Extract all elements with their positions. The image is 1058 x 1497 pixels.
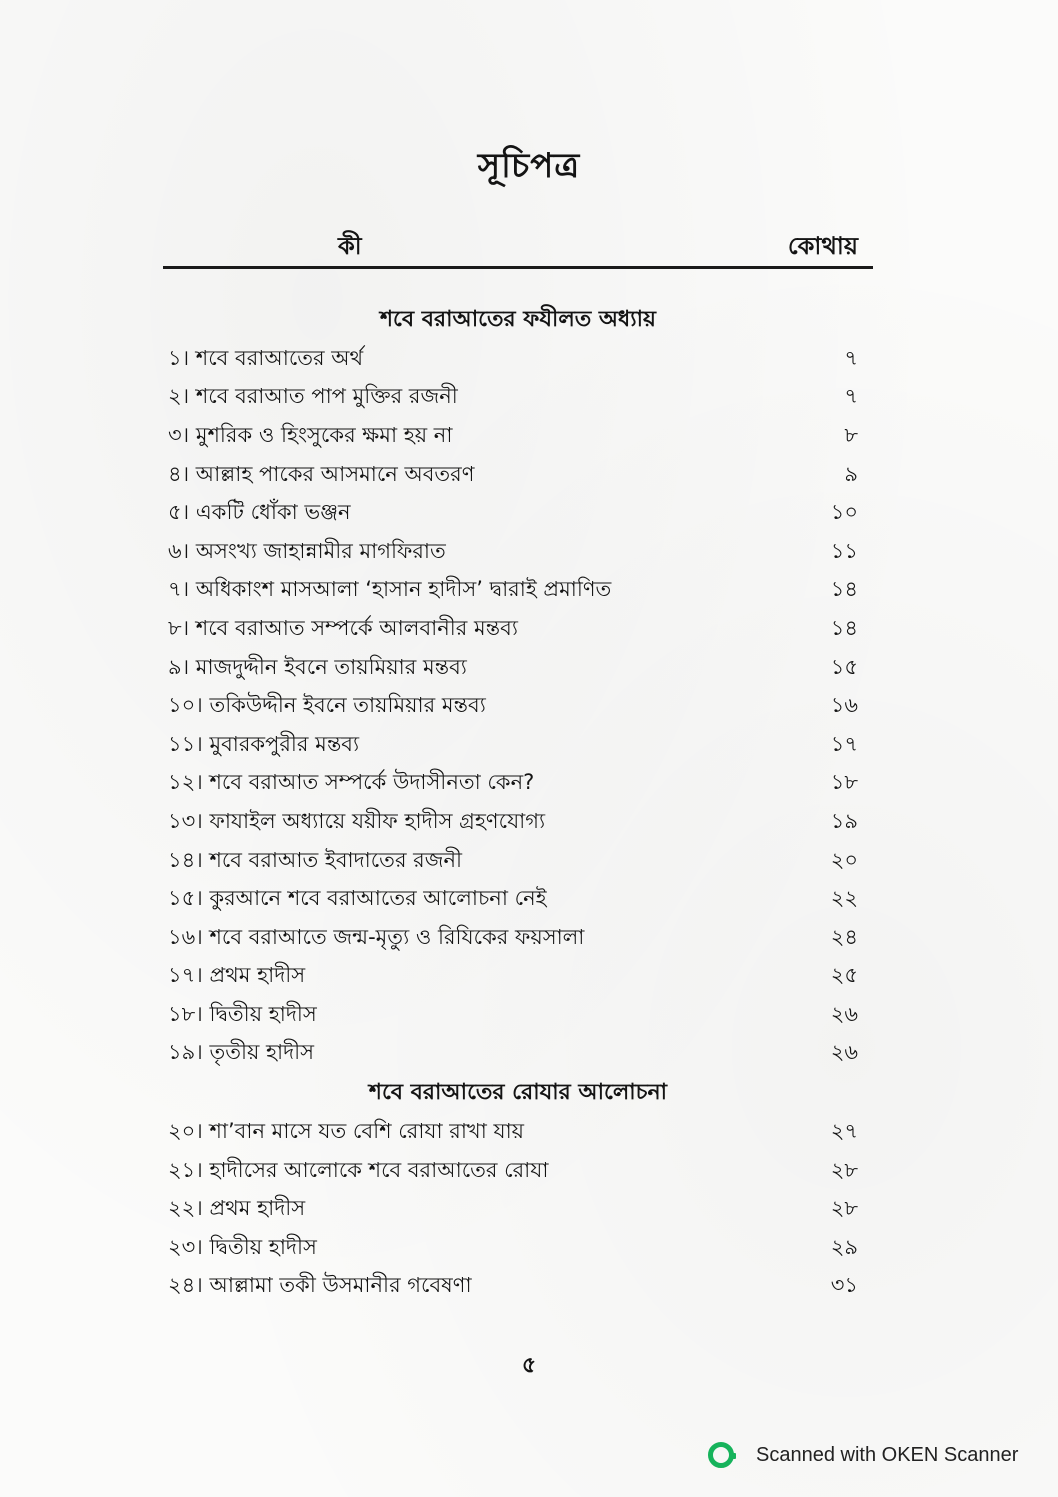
entry-title: ১২। শবে বরাআত সম্পর্কে উদাসীনতা কেন? <box>168 770 535 795</box>
toc-entry <box>168 572 868 611</box>
entry-title: ১০। তকিউদ্দীন ইবনে তায়মিয়ার মন্তব্য <box>168 693 486 718</box>
toc-entry <box>168 765 868 804</box>
section-heading: শবে বরাআতের রোযার আলোচনা <box>368 1080 668 1106</box>
toc-entry <box>168 1229 868 1268</box>
entry-title: ১। শবে বরাআতের অর্থ <box>168 345 364 370</box>
entry-page: ১৯ <box>830 808 858 833</box>
entry-page: ২৮ <box>830 1196 858 1221</box>
entry-title: ১৮। দ্বিতীয় হাদীস <box>168 1001 317 1026</box>
toc-entry <box>168 726 868 765</box>
entry-page: ৩১ <box>830 1273 858 1298</box>
toc-entry <box>168 919 868 958</box>
entry-title: ২১। হাদীসের আলোকে শবে বরাআতের রোযা <box>168 1157 549 1182</box>
entry-title: ২৪। আল্লামা তকী উসমানীর গবেষণা <box>168 1273 472 1298</box>
entry-page: ২২ <box>830 886 858 911</box>
entry-page: ২৯ <box>830 1234 858 1259</box>
header-divider <box>163 266 873 269</box>
entry-title: ১১। মুবারকপুরীর মন্তব্য <box>168 731 360 756</box>
toc-entry <box>168 417 868 456</box>
scanner-text: Scanned with OKEN Scanner <box>756 1443 1019 1466</box>
toc-entry <box>168 1268 868 1307</box>
entry-title: ৩। মুশরিক ও হিংসুকের ক্ষমা হয় না <box>168 422 453 447</box>
toc-entry <box>168 958 868 997</box>
entry-page: ৮ <box>844 422 858 447</box>
entry-page: ১০ <box>830 500 858 525</box>
entry-page: ২০ <box>830 847 858 872</box>
entry-page: ২৪ <box>830 924 858 949</box>
toc-entry <box>168 996 868 1035</box>
toc-entry <box>168 340 868 379</box>
toc-entry <box>168 379 868 418</box>
entry-title: ১৯। তৃতীয় হাদীস <box>168 1040 315 1065</box>
entry-page: ২৮ <box>830 1157 858 1182</box>
toc-entry <box>168 1113 868 1152</box>
toc-entry <box>168 649 868 688</box>
toc-entry <box>168 533 868 572</box>
entry-page: ২৫ <box>830 963 858 988</box>
entry-title: ১৫। কুরআনে শবে বরাআতের আলোচনা নেই <box>168 886 547 911</box>
entry-page: ১৬ <box>830 693 858 718</box>
toc-entry <box>168 456 868 495</box>
entry-page: ২৬ <box>830 1040 858 1065</box>
entry-title: ৫। একটি ধোঁকা ভঞ্জন <box>168 500 351 525</box>
entry-page: ৭ <box>844 384 858 409</box>
entry-title: ২০। শা’বান মাসে যত বেশি রোযা রাখা যায় <box>168 1119 525 1144</box>
entry-title: ৯। মাজদুদ্দীন ইবনে তায়মিয়ার মন্তব্য <box>168 654 467 679</box>
entry-page: ৭ <box>844 345 858 370</box>
contents-list <box>168 300 868 1306</box>
scanner-logo-icon <box>708 1442 734 1468</box>
column-header-where: কোথায় <box>787 232 858 260</box>
entry-title: ১৩। ফাযাইল অধ্যায়ে যয়ীফ হাদীস গ্রহণযোগ্য <box>168 808 546 833</box>
toc-entry <box>168 687 868 726</box>
toc-entry <box>168 842 868 881</box>
entry-page: ৯ <box>844 461 858 486</box>
entry-title: ২৩। দ্বিতীয় হাদীস <box>168 1234 317 1259</box>
section-heading: শবে বরাআতের ফযীলত অধ্যায় <box>380 307 656 332</box>
entry-page: ২৬ <box>830 1001 858 1026</box>
entry-page: ১৪ <box>830 615 858 640</box>
entry-title: ১৪। শবে বরাআত ইবাদাতের রজনী <box>168 847 463 872</box>
toc-entry <box>168 880 868 919</box>
toc-entry <box>168 1035 868 1074</box>
entry-page: ১১ <box>830 538 858 563</box>
entry-page: ১৪ <box>830 577 858 602</box>
entry-page: ২৭ <box>830 1119 858 1144</box>
entry-page: ১৭ <box>830 731 858 756</box>
entry-page: ১৮ <box>830 770 858 795</box>
page-title: সূচিপত্র <box>477 146 581 186</box>
entry-page: ১৫ <box>830 654 858 679</box>
entry-title: ৪। আল্লাহ পাকের আসমানে অবতরণ <box>168 461 475 486</box>
toc-entry <box>168 494 868 533</box>
toc-entry <box>168 1190 868 1229</box>
page-number: ৫ <box>521 1353 537 1378</box>
entry-title: ৭। অধিকাংশ মাসআলা ‘হাসান হাদীস’ দ্বারাই প্রমাণিত <box>168 577 612 602</box>
entry-title: ৮। শবে বরাআত সম্পর্কে আলবানীর মন্তব্য <box>168 615 518 640</box>
entry-title: ১৭। প্রথম হাদীস <box>168 963 306 988</box>
entry-title: ২। শবে বরাআত পাপ মুক্তির রজনী <box>168 384 458 409</box>
toc-entry <box>168 610 868 649</box>
entry-title: ৬। অসংখ্য জাহান্নামীর মাগফিরাত <box>168 538 446 563</box>
entry-title: ১৬। শবে বরাআতে জন্ম-মৃত্যু ও রিযিকের ফয়সালা <box>168 924 585 949</box>
scanner-watermark <box>708 1442 1018 1468</box>
entry-title: ২২। প্রথম হাদীস <box>168 1196 306 1221</box>
column-header-what: কী <box>338 232 362 260</box>
toc-entry <box>168 1152 868 1191</box>
toc-entry <box>168 803 868 842</box>
